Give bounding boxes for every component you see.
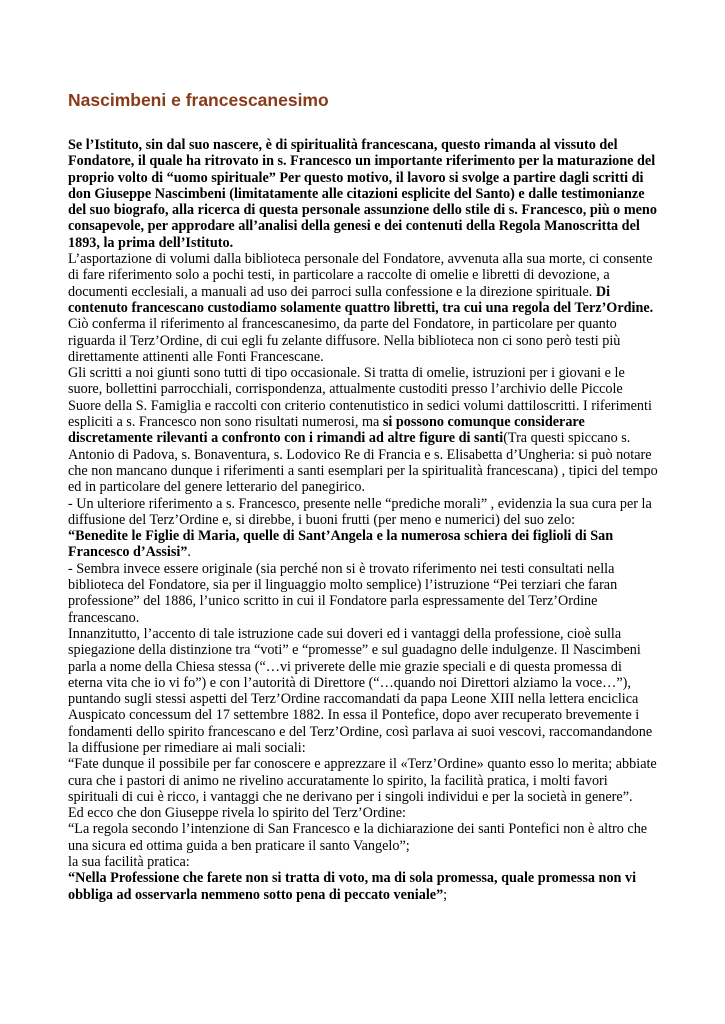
paragraph-writings [68, 365, 658, 495]
bold-quote: “Benedite le Figlie di Maria, quelle di Sant’Angela e la numerosa schiera dei figlioli di San Francesco d’Assisi” [68, 528, 614, 561]
page-title: Nascimbeni e francescanesimo [68, 90, 329, 110]
bold-text: Se l’Istituto, sin dal suo nascere, è di spiritualità francescana, questo rimanda al vissuto del Fondatore, il quale ha ritrovato in s. Francesco un importante riferimento per la maturazione del proprio volto di “uomo spirituale” Per questo motivo, il lavoro si svolge a partire dagli scritti di don Giuseppe Nascimbeni (limitatamente alle citazioni esplicite del Santo) e dalle testimonianze del suo biografo, alla ricerca di questa personale assunzione dello stile di s. Francesco, più o meno consapevole, per approdare all’analisi della genesi e dei contenuti della Regola Manoscritta del 1893, la prima dell’Istituto. [68, 137, 657, 251]
paragraph-practical: la sua facilità pratica: [68, 854, 190, 871]
bold-text: si possono comunque considerare discretamente rilevanti a confronto con i rimandi ad altre figure di santi [68, 414, 585, 447]
paragraph-quote-rule: “La regola secondo l’intenzione di San Francesco e la dichiarazione dei santi Pontefici non è altro che una sicura ed ottima guida a ben praticare il santo Vangelo”; [68, 821, 648, 854]
paragraph-quote-profession [68, 870, 658, 903]
text: Ciò conferma il riferimento al francescanesimo, da parte del Fondatore, in particolare per quanto riguarda il Terz’Ordine, di cui egli fu zelante diffusore. Nella biblioteca non ci sono però testi più direttamente attinenti alle Fonti Francescane. [68, 316, 621, 365]
paragraph-library [68, 251, 658, 365]
paragraph-emphasis: Innanzitutto, l’accento di tale istruzione cade sui doveri ed i vantaggi della professione, cioè sulla spiegazione della distinzione tra “voti” e “promesse” e sul guadagno delle indulgenze. Il Nascimbeni parla a nome della Chiesa stessa (“…vi priverete delle mie grazie speciali e di questa promessa di eterna vita che io vi fo”) e con l’autorità di Direttore (“…quando noi Direttori alziamo la voce…”), puntando sugli stessi aspetti del Terz’Ordine raccomandati da papa Leone XIII nella lettera enciclica Auspicato concessum del 17 settembre 1882. In essa il Pontefice, dopo aver recuperato brevemente i fondamenti dello spirito francescano e del Terz’Ordine, così parlava ai suoi vescovi, raccomandandone la diffusione per rimediare ai mali sociali: [68, 625, 653, 756]
paragraph-further-reference: - Un ulteriore riferimento a s. Francesco, presente nelle “prediche morali” , evidenzia la sua cura per la diffusione del Terz’Ordine e, si direbbe, i buoni frutti (per meno e numerici) del suo zelo: [68, 495, 652, 528]
text: ; [443, 886, 448, 903]
paragraph-quote-blessing [68, 528, 658, 561]
bold-quote: “Nella Professione che farete non si tratta di voto, ma di sola promessa, quale promessa non vi obbliga ad osservarla nemmeno sotto pena di peccato veniale” [68, 870, 637, 903]
text: Gli scritti a noi giunti sono tutti di tipo occasionale. Si tratta di omelie, istruzioni per i giovani e le suore, bollettini parrocchiali, corrispondenza, attualmente custoditi presso l’archivio delle Piccole Suore della S. Famiglia e raccolti con criterio contenutistico in sedici volumi dattiloscritti. I riferimenti espliciti a s. Francesco non sono risultati numerosi, ma [68, 365, 652, 431]
bold-text: Di contenuto francescano custodiamo solamente quattro libretti, tra cui una regola del Terz’Ordine. [68, 283, 654, 316]
paragraph-quote-encyclical: “Fate dunque il possibile per far conoscere e apprezzare il «Terz’Ordine» quanto esso lo merita; abbiate cura che i pastori di animo ne rivelino accuratamente lo spirito, la facilità pratica, i molti favori spirituali di cui è ricco, i vantaggi che ne derivano per i singoli individui e per la società in genere”. [68, 756, 657, 805]
paragraph-spirit: Ed ecco che don Giuseppe rivela lo spirito del Terz’Ordine: [68, 805, 406, 822]
text: (Tra questi spiccano s. Antonio di Padova, s. Bonaventura, s. Lodovico Re di Francia e s. Elisabetta d’Ungheria: si può notare che non mancano dunque i riferimenti a santi esemplari per la spiritualità francescana) , tipici del tempo ed in particolare del genere letterario del panegirico. [68, 430, 658, 496]
paragraph-intro [68, 137, 658, 251]
document-page [68, 88, 658, 903]
text: L’asportazione di volumi dalla biblioteca personale del Fondatore, avvenuta alla sua morte, ci consente di fare riferimento solo a pochi testi, in particolare a raccolte di omelie e libretti di devozione, a documenti ecclesiali, a manuali ad uso dei parroci sulla confessione e la direzione spirituale. [68, 251, 653, 300]
document-body [68, 137, 658, 903]
text: . [187, 544, 191, 561]
paragraph-original-instruction: - Sembra invece essere originale (sia perché non si è trovato riferimento nei testi consultati nella biblioteca del Fondatore, sia per il linguaggio molto semplice) l’istruzione “Pei terziari che faran professione” del 1886, l’unico scritto in cui il Fondatore parla espressamente del Terz’Ordine francescano. [68, 560, 618, 626]
